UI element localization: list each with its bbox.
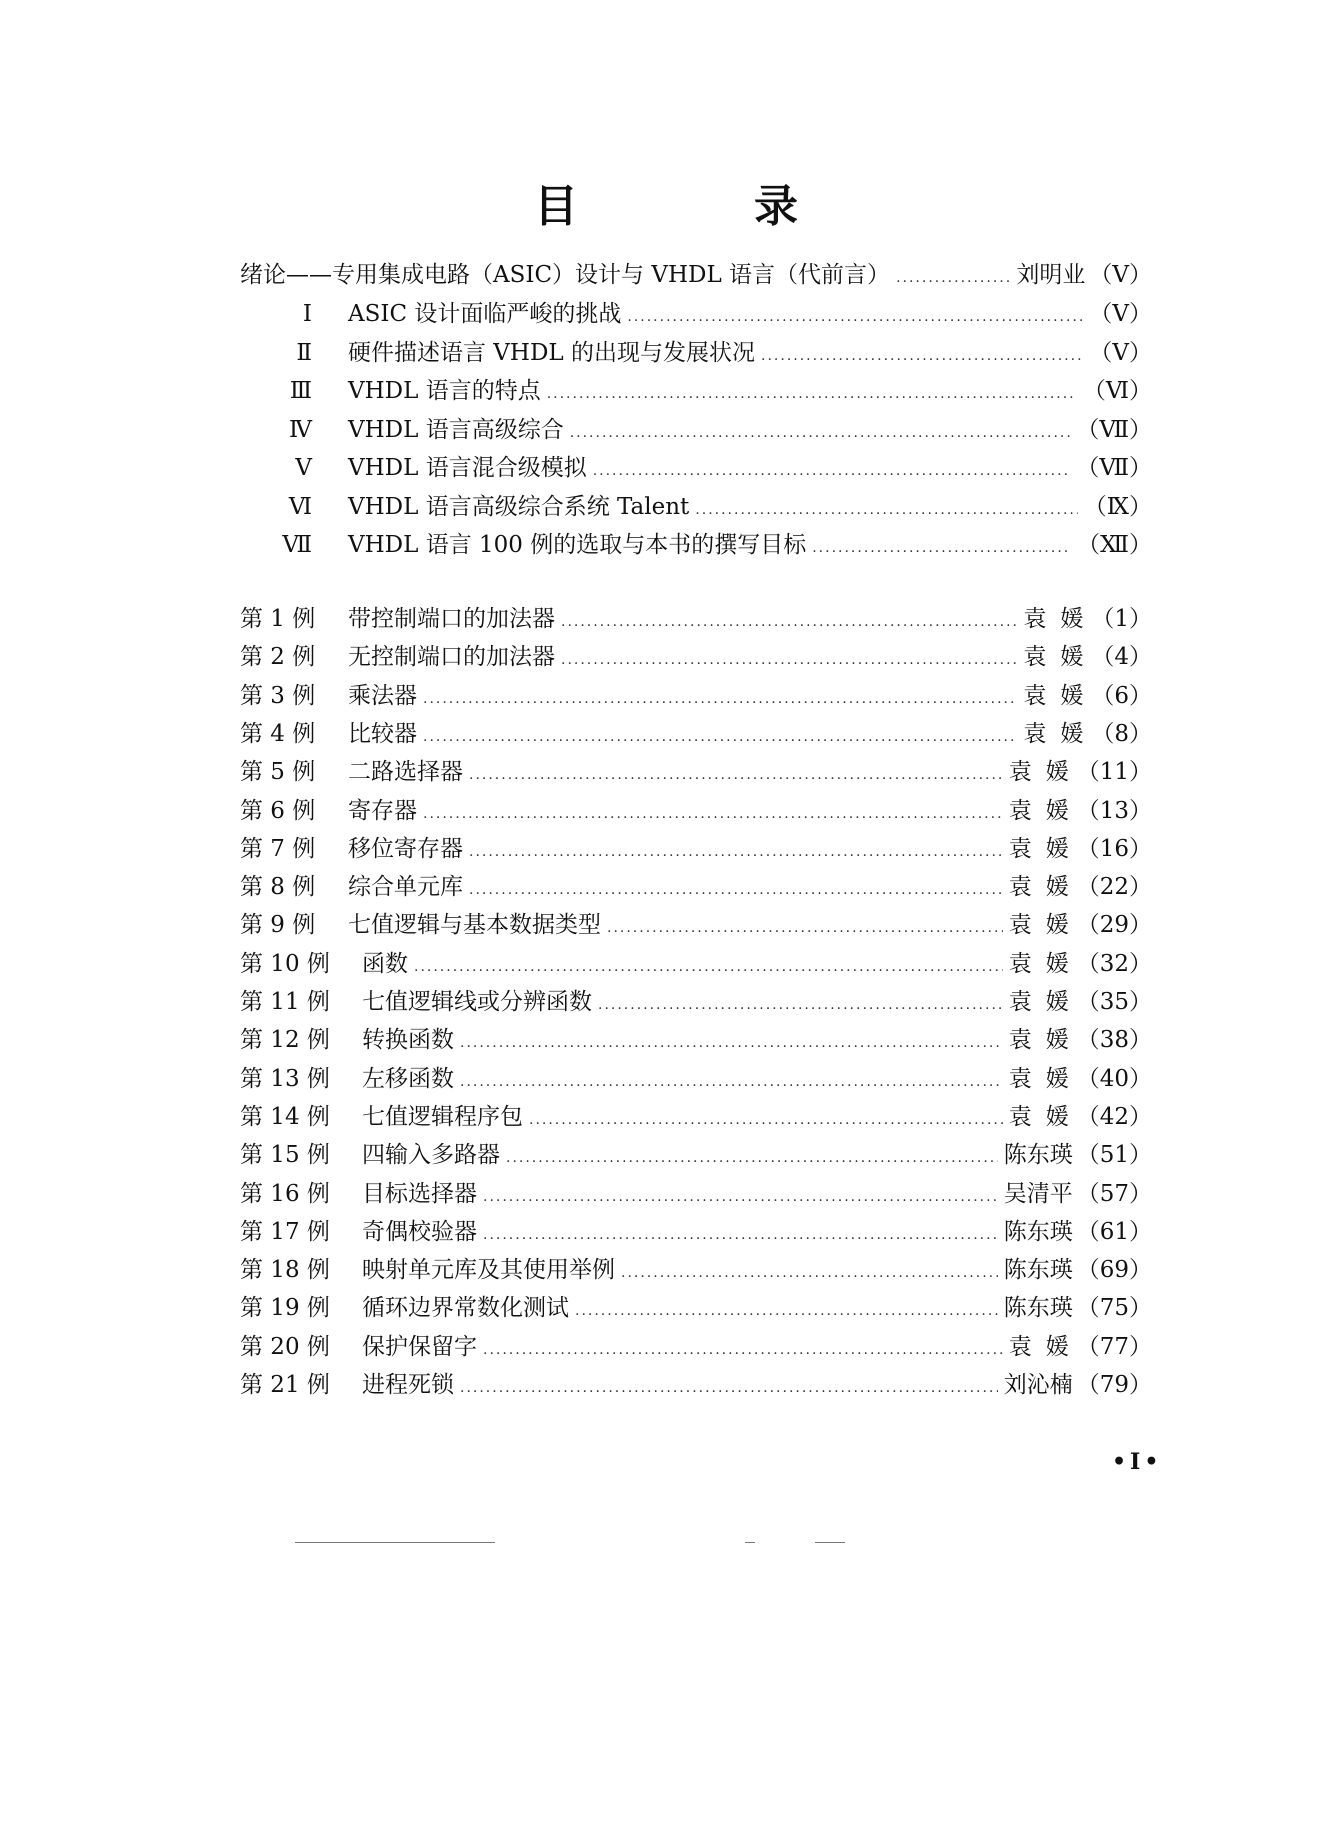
section-page: （Ⅴ） [1089, 339, 1152, 366]
example-title: 映射单元库及其使用举例 [362, 1257, 615, 1284]
section-title: VHDL 语言混合级模拟 [348, 455, 587, 481]
example-number: 第 13 例 [240, 1065, 330, 1092]
toc-example-row [240, 1328, 1152, 1366]
example-number: 第 21 例 [240, 1372, 330, 1398]
section-number: Ⅲ [289, 378, 312, 404]
page-title: 目 录 [534, 181, 864, 232]
toc-section-row [240, 372, 1152, 410]
scan-speck [745, 1542, 755, 1543]
example-number: 第 5 例 [240, 759, 316, 786]
example-page: （38） [1076, 1027, 1152, 1054]
section-number: Ⅵ [288, 493, 312, 520]
example-number: 第 10 例 [240, 950, 330, 977]
dot-leader [423, 691, 1017, 707]
toc-example-row [240, 638, 1152, 676]
example-author: 袁媛 [1008, 797, 1083, 824]
example-page: （79） [1076, 1372, 1152, 1398]
example-author: 陈东瑛 [1003, 1142, 1073, 1169]
toc-example-row [240, 868, 1152, 906]
toc-example-row [240, 715, 1152, 753]
example-title: 无控制端口的加法器 [348, 644, 555, 671]
example-number: 第 1 例 [240, 606, 316, 632]
scan-speck [815, 1542, 845, 1543]
example-entry [240, 1098, 523, 1131]
example-title: 进程死锁 [362, 1372, 454, 1398]
example-number: 第 9 例 [240, 912, 316, 939]
dot-leader [593, 463, 1071, 479]
section-number: Ⅳ [289, 416, 312, 443]
example-number: 第 11 例 [240, 989, 330, 1015]
example-title: 比较器 [348, 720, 417, 747]
dot-leader [460, 1035, 1003, 1051]
example-number: 第 15 例 [240, 1142, 330, 1169]
example-entry [240, 830, 463, 863]
example-entry [240, 1175, 477, 1208]
example-title: 七值逻辑线或分辨函数 [362, 989, 592, 1015]
example-page: （77） [1076, 1333, 1152, 1360]
example-entry [240, 1289, 569, 1322]
dot-leader [561, 614, 1017, 630]
dot-leader [469, 882, 1003, 898]
section-page: （Ⅴ） [1089, 301, 1152, 327]
section-title: VHDL 语言高级综合 [348, 416, 564, 443]
dot-leader [469, 844, 1003, 860]
toc-intro-row [240, 256, 1152, 294]
toc-example-row [240, 677, 1152, 715]
toc-example-row [240, 1021, 1152, 1059]
toc-example-row [240, 1213, 1152, 1251]
example-title: 移位寄存器 [348, 835, 463, 862]
example-number: 第 20 例 [240, 1333, 330, 1360]
toc-example-row [240, 1175, 1152, 1213]
dot-leader [423, 806, 1003, 822]
example-entry [240, 1251, 615, 1284]
example-page: （42） [1076, 1103, 1152, 1130]
example-number: 第 19 例 [240, 1295, 330, 1322]
example-title: 带控制端口的加法器 [348, 606, 555, 632]
example-author: 袁媛 [1008, 1065, 1083, 1092]
example-number: 第 8 例 [240, 874, 316, 901]
example-author: 袁媛 [1008, 989, 1083, 1015]
example-entry [240, 1060, 454, 1093]
example-title: 转换函数 [362, 1027, 454, 1054]
section-title: VHDL 语言的特点 [348, 378, 541, 404]
toc-section-row [240, 449, 1152, 487]
example-author: 袁媛 [1008, 950, 1083, 977]
example-author: 袁媛 [1023, 720, 1098, 747]
example-entry [240, 1366, 454, 1399]
toc-section-row [240, 295, 1152, 333]
example-entry [240, 1328, 477, 1361]
dot-leader [547, 386, 1077, 402]
example-author: 陈东瑛 [1003, 1218, 1073, 1245]
toc-section-row [240, 334, 1152, 372]
dot-leader [460, 1074, 1003, 1090]
example-entry [240, 753, 463, 786]
intro-page: （Ⅴ） [1089, 262, 1152, 288]
example-page: （16） [1076, 835, 1152, 862]
example-entry [240, 945, 408, 978]
example-author: 陈东瑛 [1003, 1295, 1073, 1322]
section-number: Ⅰ [302, 301, 312, 327]
example-title: 七值逻辑程序包 [362, 1103, 523, 1130]
example-title: 寄存器 [348, 797, 417, 824]
example-author: 袁媛 [1023, 682, 1098, 709]
dot-leader [621, 1265, 998, 1281]
example-title: 循环边界常数化测试 [362, 1295, 569, 1322]
toc-section-row [240, 526, 1152, 564]
example-page: （6） [1091, 682, 1152, 709]
dot-leader [561, 652, 1017, 668]
dot-leader [575, 1303, 998, 1319]
dot-leader [761, 348, 1083, 364]
scan-speck [295, 1542, 495, 1543]
example-entry [240, 638, 555, 671]
toc-example-row [240, 753, 1152, 791]
example-page: （29） [1076, 912, 1152, 939]
toc-example-row [240, 945, 1152, 983]
toc-example-row [240, 1366, 1152, 1404]
section-entry [240, 411, 564, 444]
example-number: 第 6 例 [240, 797, 316, 824]
example-page: （8） [1091, 720, 1152, 747]
dot-leader [627, 309, 1083, 325]
example-page: （35） [1076, 989, 1152, 1015]
example-entry [240, 600, 555, 633]
section-page: （Ⅵ） [1082, 378, 1152, 404]
dot-leader [896, 270, 1010, 286]
toc-example-row [240, 830, 1152, 868]
toc-example-row [240, 1289, 1152, 1327]
example-title: 综合单元库 [348, 874, 463, 901]
dot-leader [483, 1342, 1003, 1358]
example-title: 函数 [362, 950, 408, 977]
section-page: （Ⅻ） [1077, 532, 1152, 558]
example-entry [240, 1021, 454, 1054]
example-page: （40） [1076, 1065, 1152, 1092]
section-entry [240, 295, 621, 328]
example-number: 第 17 例 [240, 1218, 330, 1245]
toc-example-row [240, 983, 1152, 1021]
dot-leader [812, 540, 1071, 556]
example-author: 陈东瑛 [1003, 1257, 1073, 1284]
page-number: •Ⅰ• [1112, 1449, 1163, 1475]
dot-leader [483, 1189, 998, 1205]
example-page: （1） [1091, 606, 1152, 632]
example-entry [240, 677, 417, 710]
dot-leader [414, 959, 1003, 975]
example-title: 奇偶校验器 [362, 1218, 477, 1245]
dot-leader [483, 1227, 998, 1243]
example-number: 第 3 例 [240, 682, 316, 709]
example-entry [240, 715, 417, 748]
toc-section-row [240, 411, 1152, 449]
toc-example-row [240, 1251, 1152, 1289]
example-entry [240, 906, 601, 939]
section-title: 硬件描述语言 VHDL 的出现与发展状况 [348, 339, 756, 366]
example-author: 袁媛 [1008, 1027, 1083, 1054]
section-number: Ⅱ [296, 339, 312, 366]
example-title: 目标选择器 [362, 1180, 477, 1207]
example-author: 袁媛 [1008, 1333, 1083, 1360]
example-author: 袁媛 [1008, 835, 1083, 862]
example-number: 第 14 例 [240, 1103, 330, 1130]
toc-example-row [240, 1060, 1152, 1098]
example-page: （69） [1076, 1257, 1152, 1284]
section-title: ASIC 设计面临严峻的挑战 [348, 301, 622, 327]
example-number: 第 4 例 [240, 720, 316, 747]
section-title: VHDL 语言 100 例的选取与本书的撰写目标 [348, 532, 807, 558]
section-entry [240, 526, 806, 559]
section-number: Ⅴ [295, 455, 312, 481]
example-page: （51） [1076, 1142, 1152, 1169]
section-entry [240, 488, 689, 521]
dot-leader [506, 1150, 998, 1166]
example-title: 保护保留字 [362, 1333, 477, 1360]
section-entry [240, 334, 755, 367]
example-title: 乘法器 [348, 682, 417, 709]
toc-example-row [240, 906, 1152, 944]
example-title: 左移函数 [362, 1065, 454, 1092]
intro-label: 绪论——专用集成电路（ASIC）设计与 VHDL 语言（代前言） [240, 262, 891, 288]
toc-section-row [240, 488, 1152, 526]
example-page: （61） [1076, 1218, 1152, 1245]
example-author: 吴清平 [1003, 1180, 1073, 1207]
example-entry [240, 983, 592, 1016]
example-entry [240, 792, 417, 825]
example-author: 袁媛 [1008, 874, 1083, 901]
toc-example-row [240, 792, 1152, 830]
section-number: Ⅶ [282, 532, 312, 558]
dot-leader [423, 729, 1017, 745]
example-title: 二路选择器 [348, 759, 463, 786]
section-entry [240, 372, 541, 405]
example-author: 袁媛 [1008, 759, 1083, 786]
dot-leader [598, 997, 1003, 1013]
example-author: 袁媛 [1023, 606, 1098, 632]
example-title: 七值逻辑与基本数据类型 [348, 912, 601, 939]
dot-leader [529, 1112, 1003, 1128]
example-page: （13） [1076, 797, 1152, 824]
example-page: （57） [1076, 1180, 1152, 1207]
example-page: （4） [1091, 644, 1152, 671]
example-page: （75） [1076, 1295, 1152, 1322]
intro-author: 刘明业 [1016, 262, 1086, 288]
example-page: （22） [1076, 874, 1152, 901]
section-page: （Ⅶ） [1076, 455, 1152, 481]
section-page: （Ⅶ） [1076, 416, 1152, 443]
example-number: 第 7 例 [240, 835, 316, 862]
example-number: 第 2 例 [240, 644, 316, 671]
dot-leader [469, 767, 1003, 783]
section-page: （Ⅸ） [1083, 493, 1152, 520]
dot-leader [695, 502, 1078, 518]
example-number: 第 12 例 [240, 1027, 330, 1054]
toc-example-row [240, 1136, 1152, 1174]
example-entry [240, 1136, 500, 1169]
dot-leader [570, 425, 1071, 441]
dot-leader [607, 920, 1003, 936]
example-author: 袁媛 [1023, 644, 1098, 671]
example-page: （11） [1076, 759, 1152, 786]
example-page: （32） [1076, 950, 1152, 977]
example-author: 刘沁楠 [1003, 1372, 1073, 1398]
section-title: VHDL 语言高级综合系统 Talent [348, 493, 690, 520]
section-entry [240, 449, 587, 482]
example-entry [240, 1213, 477, 1246]
toc-example-row [240, 600, 1152, 638]
example-author: 袁媛 [1008, 912, 1083, 939]
example-entry [240, 868, 463, 901]
dot-leader [460, 1380, 998, 1396]
example-author: 袁媛 [1008, 1103, 1083, 1130]
example-title: 四输入多路器 [362, 1142, 500, 1169]
example-number: 第 18 例 [240, 1257, 330, 1284]
example-number: 第 16 例 [240, 1180, 330, 1207]
toc-example-row [240, 1098, 1152, 1136]
